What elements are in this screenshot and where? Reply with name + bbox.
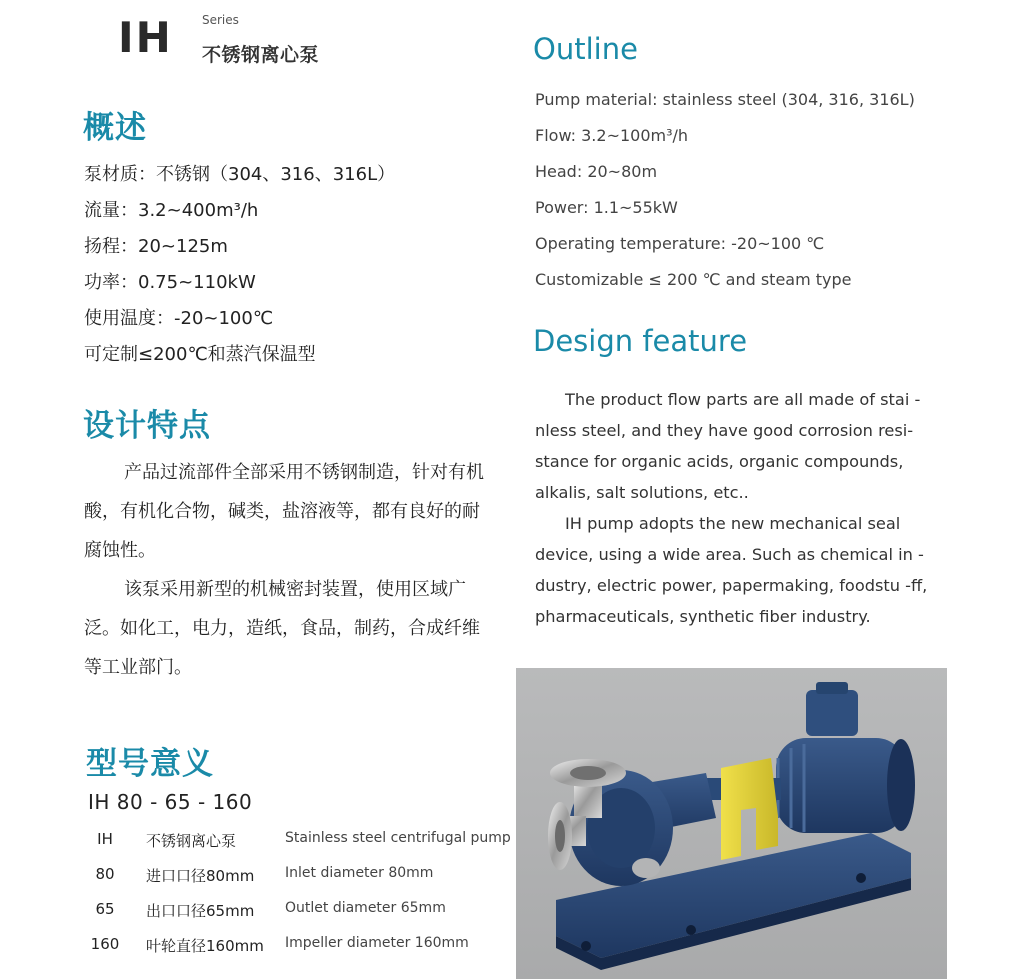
spec-cn-power: 功率：0.75~110kW (84, 272, 256, 293)
spec-en-flow: Flow: 3.2~100m³/h (535, 126, 689, 145)
brand-logo: IH (118, 13, 173, 62)
design-paragraph-cn-2: 该泵采用新型的机械密封装置，使用区域广泛。如化工，电力，造纸，食品，制药，合成纤维等工业部门。 (84, 579, 480, 678)
outline-heading: Outline (533, 32, 638, 66)
spec-cn-material: 泵材质：不锈钢（304、316、316L） (84, 164, 396, 185)
model-row-cn: 不锈钢离心泵 (146, 832, 237, 850)
design-paragraph-cn-1: 产品过流部件全部采用不锈钢制造，针对有机酸，有机化合物，碱类，盐溶液等，都有良好的耐腐蚀性。 (84, 462, 484, 561)
model-row-en: Stainless steel centrifugal pump (285, 830, 511, 846)
model-row (88, 830, 511, 856)
spec-cn-head: 扬程：20~125m (84, 236, 228, 257)
model-heading: 型号意义 (86, 746, 214, 782)
model-row (88, 865, 508, 891)
model-row-cn: 叶轮直径160mm (146, 937, 264, 955)
model-row-en: Outlet diameter 65mm (285, 900, 446, 916)
pump-illustration (516, 668, 947, 979)
model-row-code: 160 (90, 935, 120, 953)
design-paragraph-en-1: The product flow parts are all made of stai -nless steel, and they have good corrosion resi- stance for organic acids, organic compounds, alkalis, salt solutions, etc.. (535, 390, 921, 502)
design-heading-en: Design feature (533, 324, 748, 358)
model-row (88, 900, 508, 926)
model-row (88, 935, 508, 961)
spec-cn-custom: 可定制≤200℃和蒸汽保温型 (84, 344, 316, 365)
model-row-code: 80 (95, 865, 115, 883)
design-heading-cn: 设计特点 (83, 408, 211, 444)
spec-cn-temperature: 使用温度：-20~100℃ (84, 308, 274, 329)
motor (776, 682, 915, 833)
pump-photo (516, 668, 947, 979)
spec-en-material: Pump material: stainless steel (304, 316, 316L) (535, 90, 915, 109)
design-text-en (535, 384, 935, 632)
model-row-code: 65 (95, 900, 115, 918)
design-text-cn (84, 453, 484, 687)
spec-en-head: Head: 20~80m (535, 162, 658, 181)
series-title: 不锈钢离心泵 (202, 44, 320, 66)
model-row-en: Impeller diameter 160mm (285, 935, 469, 951)
model-row-cn: 出口口径65mm (146, 902, 255, 920)
model-row-code: IH (97, 830, 113, 848)
series-label: Series (202, 13, 239, 27)
spec-en-power: Power: 1.1~55kW (535, 198, 678, 217)
spec-en-custom: Customizable ≤ 200 ℃ and steam type (535, 270, 852, 289)
model-code: IH 80 - 65 - 160 (88, 790, 253, 814)
spec-cn-flow: 流量：3.2~400m³/h (84, 200, 259, 221)
spec-en-temperature: Operating temperature: -20~100 ℃ (535, 234, 825, 253)
model-row-en: Inlet diameter 80mm (285, 865, 434, 881)
overview-heading: 概述 (83, 110, 147, 146)
design-paragraph-en-2: IH pump adopts the new mechanical seal device, using a wide area. Such as chemical in -dustry, electric power, papermaking, foodstu -ff, pharmaceuticals, synthetic fiber industry. (535, 514, 928, 626)
model-row-cn: 进口口径80mm (146, 867, 255, 885)
